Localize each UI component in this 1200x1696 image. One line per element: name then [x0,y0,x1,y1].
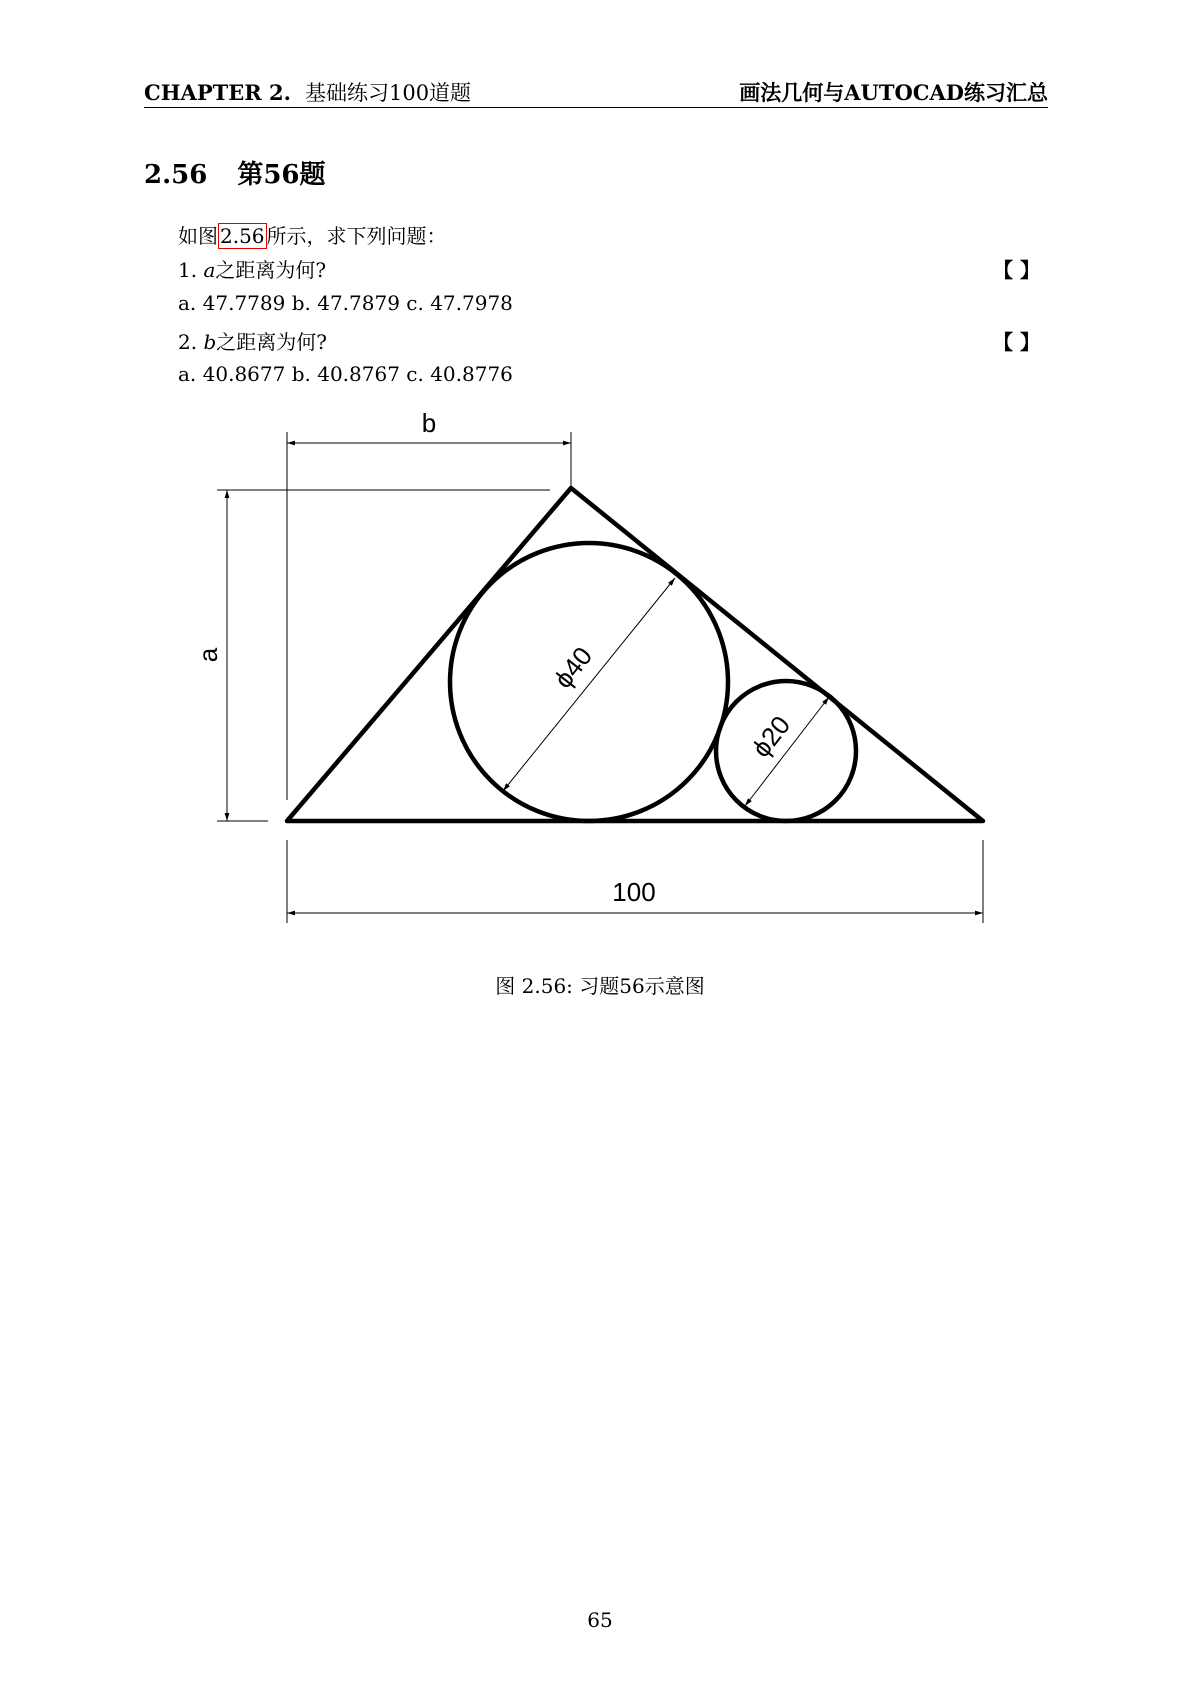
answer-bracket-1: 【 】 [993,258,1040,282]
chapter-title: 基础练习100道题 [304,81,472,105]
question-number: 1. [178,258,198,282]
question-1-options: a. 47.7789 b. 47.7879 c. 47.7978 [178,291,513,315]
extension-lines [217,432,983,923]
dimension-base-label: 100 [612,877,656,907]
triangle [287,488,983,821]
page-number: 65 [587,1608,613,1632]
dimension-a-label: a [193,647,223,663]
intro-prefix: 如图 [178,224,218,248]
figure-caption: 图 2.56: 习题56示意图 [495,974,705,998]
running-header-book-title: 画法几何与AUTOCAD练习汇总 [739,80,1048,105]
section-number: 2.56 [144,160,208,190]
question-text: 之距离为何? [216,330,327,354]
big-circle-diameter-line [503,578,675,791]
answer-bracket-2: 【 】 [993,330,1040,354]
big-circle [450,543,728,821]
section-title: 第56题 [237,160,326,190]
question-text: 之距离为何? [215,258,327,282]
chapter-label: CHAPTER 2. [144,80,291,105]
question-2-options: a. 40.8677 b. 40.8767 c. 40.8776 [178,362,513,386]
question-variable: a [203,258,216,282]
big-circle-diameter-label: ϕ40 [547,641,599,694]
dimension-b-label: b [421,408,437,438]
question-number: 2. [178,330,198,354]
small-circle-diameter-label: ϕ20 [745,710,797,763]
question-variable: b [203,330,217,354]
intro-suffix: 所示，求下列问题： [266,224,447,248]
small-circle [716,681,856,821]
figure-reference-link[interactable]: 2.56 [220,224,265,248]
